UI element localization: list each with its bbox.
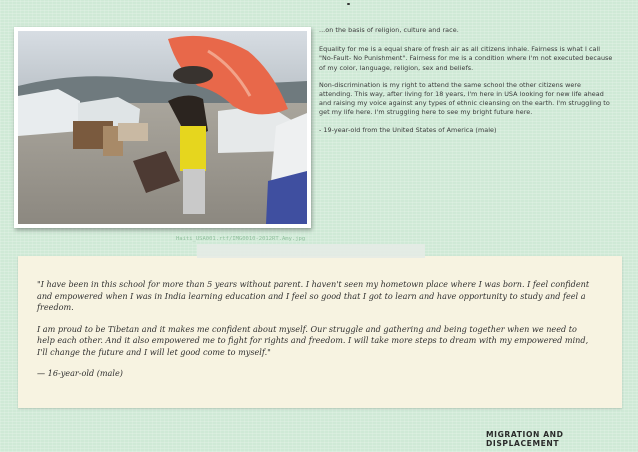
quote-text <box>37 279 597 390</box>
testimony-attribution: - 19-year-old from the United States of America (male) <box>319 125 497 134</box>
testimony-paragraph-1: Equality for me is a equal share of fresh air as all citizens inhale. Fairness is what I call "No-Fault- No Punishment". Fairness for me is a condition where I'm not executed because of my color, language, religion, sex and beliefs. <box>319 45 613 72</box>
testimony-column <box>319 26 615 143</box>
decorative-dot <box>347 3 350 5</box>
tape-strip <box>197 244 425 258</box>
camp-photo <box>18 31 307 224</box>
quote-paragraph-1: "I have been in this school for more than 5 years without parent. I haven't seen my hometown place where I was born. I feel confident and empowered when I was in India learning education and I feel so good that I got to learn and have opportunity to study and feel a freedom. <box>37 279 590 312</box>
photo-caption: Haiti_USA001.rtf/IMG0010-2012RT.Amy.jpg <box>176 236 306 242</box>
quote-attribution: — 16-year-old (male) <box>37 368 123 378</box>
testimony-intro: ...on the basis of religion, culture and race. <box>319 26 459 34</box>
section-footer-title: MIGRATION AND DISPLACEMENT <box>486 430 564 448</box>
photo-frame <box>14 27 311 228</box>
quote-paragraph-2: I am proud to be Tibetan and it makes me confident about myself. Our struggle and gathering and being together when we need to help each other. And it also empowered me to fight for rights and freedom. I will take more steps to dream with my empowered mind, I'll change the future and I will let good come to myself." <box>37 323 589 357</box>
testimony-paragraph-2: Non-discrimination is my right to attend the same school the other citizens were attending. This way, after living for 18 years, I'm here in USA looking for new life ahead and raising my voice against any types of ethnic cleansing on the earth. I'm struggling to get my life here. I'm struggling here to see my bright future here. <box>319 80 610 117</box>
